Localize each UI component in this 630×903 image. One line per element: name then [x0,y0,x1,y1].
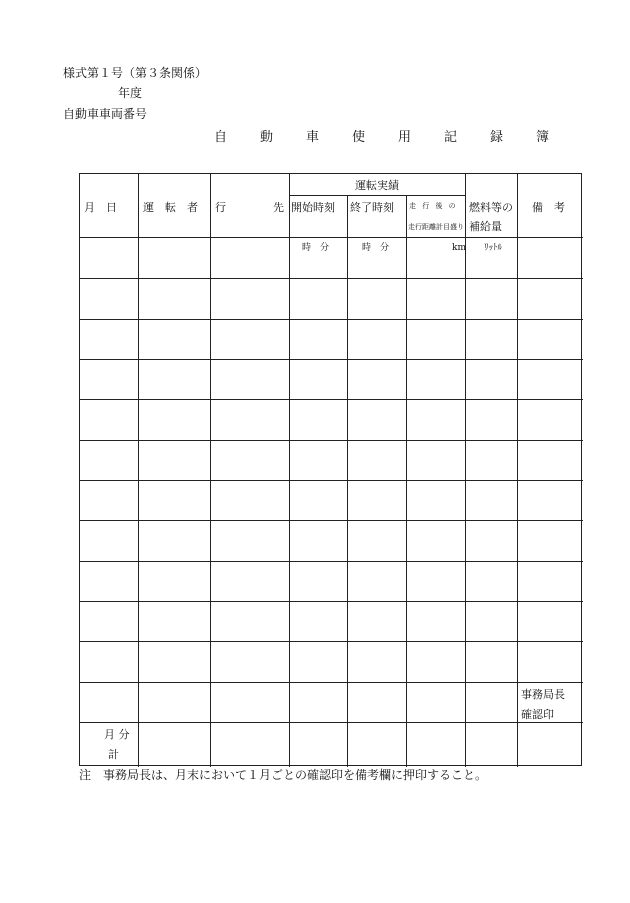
column-divider [289,174,290,767]
column-divider [210,174,211,767]
column-header-start-time: 開始時刻 [291,201,335,214]
row-divider [80,722,583,723]
column-header-odometer-line1: 走 行 後 の [409,202,458,210]
row-divider [80,682,583,683]
column-header-fuel-line2: 補給量 [469,220,502,233]
column-header-fuel-line1: 燃料等の [469,201,513,214]
unit-end-time: 時 分 [362,243,390,253]
row-divider [80,480,583,481]
column-divider [138,174,139,767]
fiscal-year-label: 年度 [118,86,143,100]
row-divider [80,641,583,642]
footnote: 注 事務局長は、月末において１月ごとの確認印を備考欄に押印すること。 [79,768,488,782]
column-divider [517,174,518,767]
row-divider [80,399,583,400]
column-header-driver: 運 転 者 [143,201,198,214]
monthly-total-label-line2: 計 [108,748,119,761]
unit-start-time: 時 分 [302,243,330,253]
column-header-end-time: 終了時刻 [350,201,394,214]
director-confirmation-label-line2: 確認印 [521,708,554,721]
director-confirmation-label-line1: 事務局長 [521,688,565,701]
row-divider [289,195,465,196]
column-header-remarks: 備 考 [532,201,565,214]
form-number-label: 様式第１号（第３条関係） [63,66,208,80]
row-divider [80,601,583,602]
column-divider [465,174,466,767]
vehicle-number-label: 自動車車両番号 [63,107,148,121]
row-divider [80,440,583,441]
column-header-destination-left: 行 [215,201,226,214]
column-header-destination-right: 先 [273,201,284,214]
column-divider [406,195,407,767]
column-header-date: 月 日 [84,201,117,214]
group-header-driving-record: 運転実績 [355,179,399,192]
column-divider [347,195,348,767]
row-divider [80,561,583,562]
row-divider [80,237,583,238]
unit-kilometers: km [452,243,466,253]
row-divider [80,359,583,360]
row-divider [80,520,583,521]
row-divider [80,319,583,320]
monthly-total-label-line1: 月 分 [104,728,130,741]
row-divider [80,278,583,279]
document-title: 自 動 車 使 用 記 録 簿 [214,130,560,145]
unit-liters: ﾘｯﾄﾙ [484,243,503,253]
column-header-odometer-line2: 走行距離計目盛り [408,223,464,231]
usage-record-table [79,173,582,766]
